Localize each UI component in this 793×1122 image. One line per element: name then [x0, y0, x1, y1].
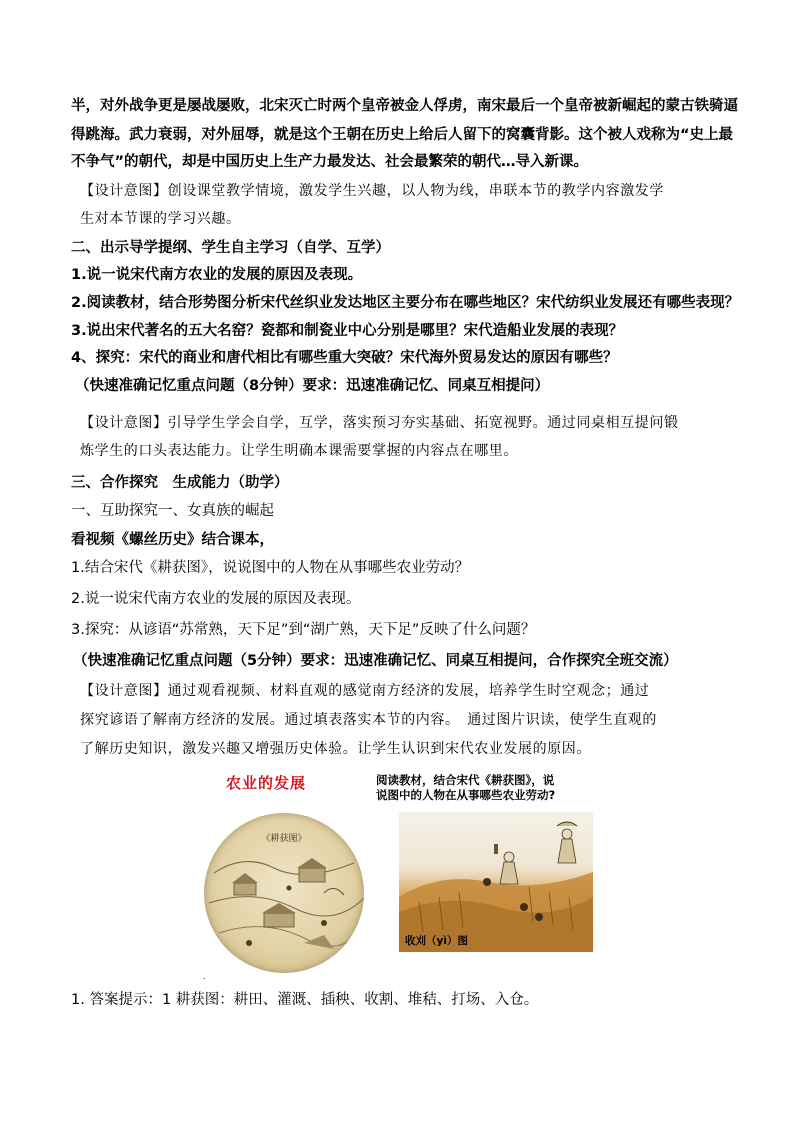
- intro-paragraph-line-1: 半，对外战争更是屡战屡败，北宋灭亡时两个皇帝被金人俘虏，南宋最后一个皇帝被新崛起的蒙古铁骑逼: [71, 98, 738, 114]
- intro-paragraph-line-3: 不争气”的朝代，却是中国历史上生产力最发达、社会最繁荣的朝代…导入新课。: [71, 154, 589, 170]
- design-intent-1-line-1: 【设计意图】创设课堂教学情境，激发学生兴趣，以人物为线，串联本节的教学内容激发学: [80, 183, 664, 199]
- design-intent-3-line-3: 了解历史知识，激发兴趣又增强历史体验。让学生认识到宋代农业发展的原因。: [80, 741, 591, 757]
- harvest-painting-label: 收刈（yì）图: [405, 935, 468, 947]
- answer-hint: 1. 答案提示：1 耕获图：耕田、灌溉、插秧、收割、堆秸、打场、入仓。: [71, 992, 539, 1008]
- figure-title: 农业的发展: [226, 774, 307, 792]
- video-instruction: 看视频《螺丝历史》结合课本，: [71, 532, 274, 548]
- time-requirement-1: （快速准确记忆重点问题（8分钟）要求：迅速准确记忆、同桌互相提问）: [75, 378, 550, 394]
- inquiry-question-1: 1.结合宋代《耕获图》，说说图中的人物在从事哪些农业劳动？: [71, 560, 470, 576]
- design-intent-3-line-2: 探究谚语了解南方经济的发展。通过填表落实本节的内容。 通过图片识读，使学生直观的: [80, 712, 657, 728]
- design-intent-2-line-1: 【设计意图】引导学生学会自学，互学，落实预习夯实基础、拓宽视野。通过同桌相互提问锻: [80, 415, 679, 431]
- design-intent-1-line-2: 生对本节课的学习兴趣。: [80, 211, 241, 227]
- stray-dot: .: [203, 972, 206, 981]
- design-intent-3-line-1: 【设计意图】通过观看视频、材料直观的感觉南方经济的发展，培养学生时空观念；通过: [80, 683, 650, 699]
- study-question-1: 1.说一说宋代南方农业的发展的原因及表现。: [71, 267, 363, 283]
- section-heading-3: 三、合作探究 生成能力（助学）: [71, 475, 289, 491]
- study-question-4: 4、探究：宋代的商业和唐代相比有哪些重大突破？宋代海外贸易发达的原因有哪些？: [71, 350, 618, 366]
- agriculture-figure: [198, 770, 603, 975]
- harvest-painting-illustration: [399, 812, 593, 952]
- gengtu-painting: [204, 813, 364, 973]
- inquiry-question-2: 2.说一说宋代南方农业的发展的原因及表现。: [71, 591, 361, 607]
- design-intent-2-line-2: 炼学生的口头表达能力。让学生明确本课需要掌握的内容点在哪里。: [80, 443, 518, 459]
- figure-question-line-2: 说图中的人物在从事哪些农业劳动?: [376, 788, 556, 802]
- intro-paragraph-line-2: 得跳海。武力衰弱，对外屈辱，就是这个王朝在历史上给后人留下的窝囊背影。这个被人戏称为“史上最: [71, 127, 734, 143]
- gengtu-painting-illustration: [204, 813, 364, 973]
- gengtu-painting-label: 《耕获图》: [261, 834, 307, 844]
- section-heading-2: 二、出示导学提纲、学生自主学习（自学、互学）: [71, 240, 390, 256]
- time-requirement-2: （快速准确记忆重点问题（5分钟）要求：迅速准确记忆、同桌互相提问，合作探究全班交流）: [73, 653, 678, 669]
- harvest-painting: [399, 812, 593, 952]
- study-question-3: 3.说出宋代著名的五大名窑？瓷都和制瓷业中心分别是哪里？宋代造船业发展的表现？: [71, 323, 624, 339]
- subsection-heading: 一、互助探究一、女真族的崛起: [71, 503, 274, 519]
- figure-question: [376, 773, 555, 803]
- inquiry-question-3: 3.探究：从谚语“苏常熟，天下足”到“湖广熟，天下足”反映了什么问题？: [71, 622, 536, 638]
- figure-question-line-1: 阅读教材，结合宋代《耕获图》，说: [376, 773, 555, 787]
- study-question-2: 2.阅读教材，结合形势图分析宋代丝织业发达地区主要分布在哪些地区？宋代纺织业发展还有哪些表现？: [71, 295, 740, 311]
